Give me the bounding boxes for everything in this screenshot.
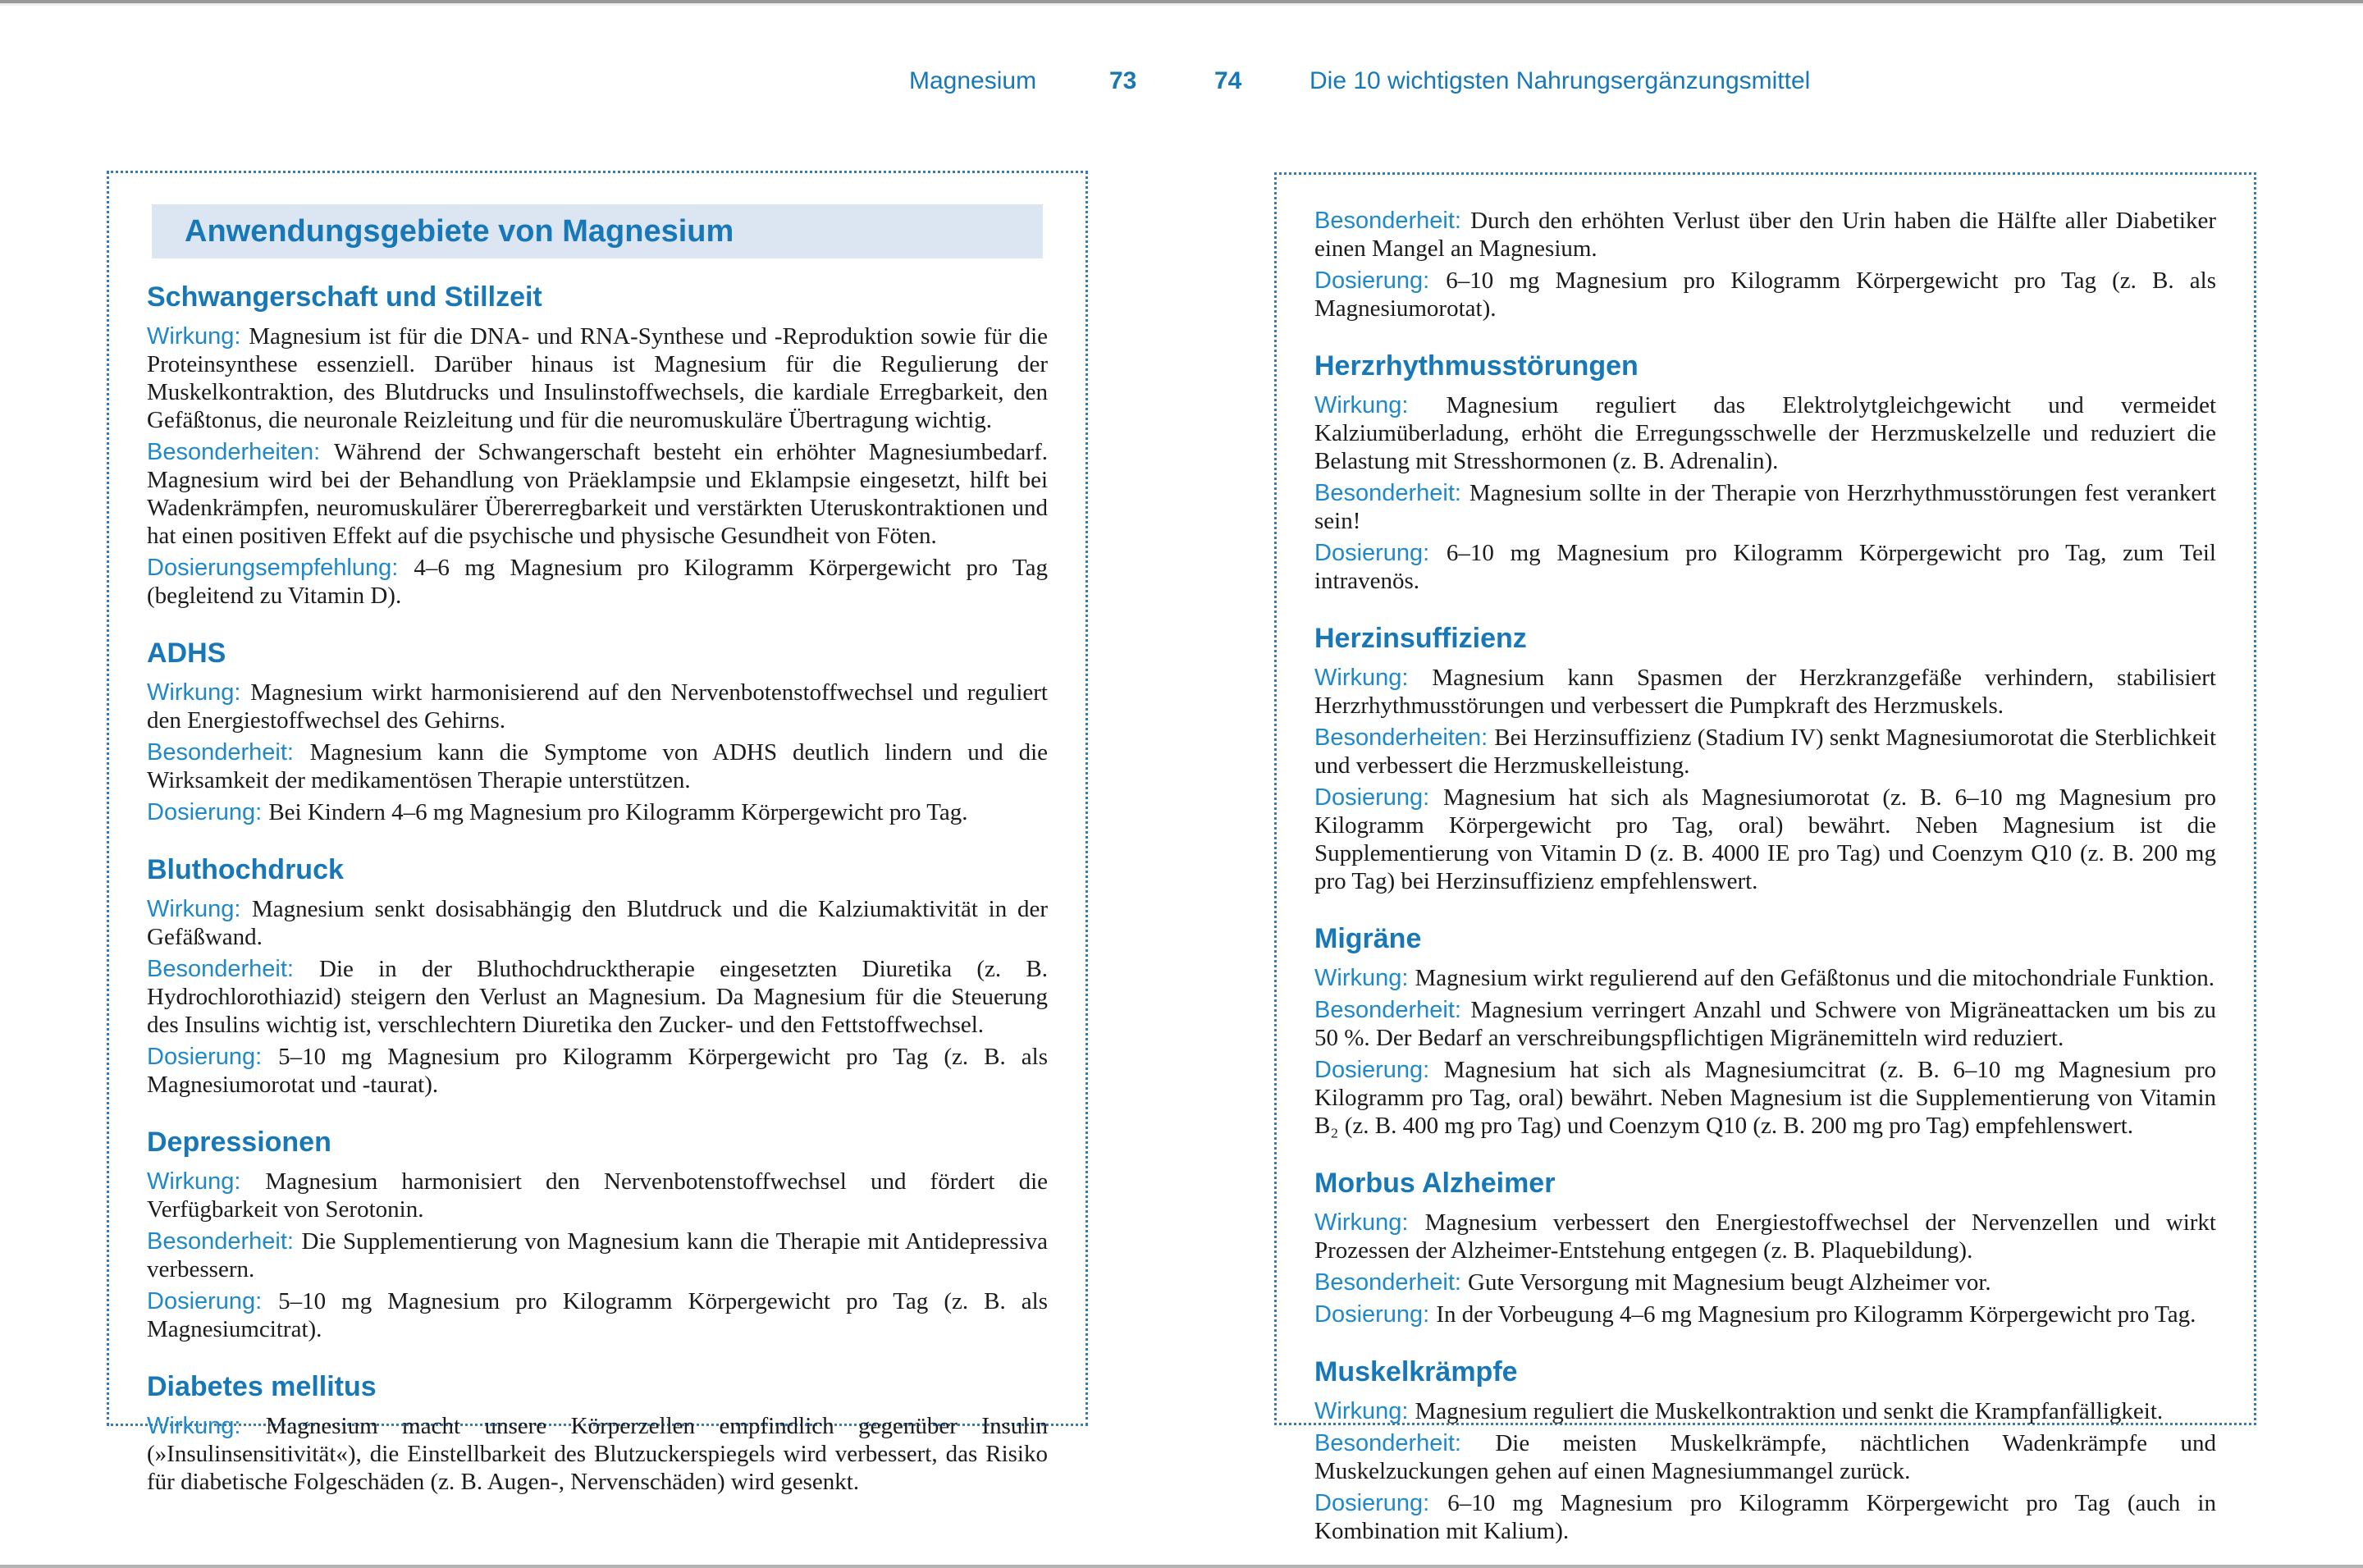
- body-paragraph: Dosierung: Bei Kindern 4–6 mg Magnesium pro Kilogramm Körpergewicht pro Tag.: [147, 799, 968, 825]
- paragraph-label: Dosierung:: [1314, 267, 1447, 294]
- body-paragraph: Dosierung: 5–10 mg Magnesium pro Kilogramm Körpergewicht pro Tag (z. B. als Magnesiumorotat und -taurat).: [147, 1044, 1048, 1098]
- body-paragraph: Besonderheit: Magnesium sollte in der Therapie von Herzrhythmusstörungen fest verankert sein!: [1314, 480, 2216, 534]
- topic-heading: Migräne: [1314, 923, 1422, 954]
- window-chrome-bottom-bar: [0, 1565, 2363, 1568]
- topic-heading: Depressionen: [147, 1127, 331, 1158]
- topic-section: [147, 281, 1048, 610]
- page-number-right: 74: [1214, 67, 1242, 94]
- right-page-inner: [1277, 175, 2254, 1545]
- paragraph-label: Dosierung:: [1314, 1057, 1444, 1083]
- body-paragraph: Wirkung: Magnesium wirkt harmonisierend auf den Nervenbotenstoffwechsel und reguliert den Energiestoffwechsel des Gehirns.: [147, 679, 1048, 734]
- topic-heading: Herzrhythmusstörungen: [1314, 350, 1639, 382]
- paragraph-label: Dosierung:: [147, 1044, 279, 1070]
- paragraph-label: Wirkung:: [147, 323, 249, 350]
- right-page-sections: [1314, 207, 2216, 1545]
- paragraph-label: Besonderheit:: [1314, 997, 1471, 1023]
- topic-heading: ADHS: [147, 638, 226, 669]
- body-paragraph: Wirkung: Magnesium reguliert das Elektrolytgleichgewicht und vermeidet Kalziumüberladung, erhöht die Erregungsschwelle der Herzmuskelzelle und reduziert die Belastung mit Stresshormonen (z. B. Adrenalin).: [1314, 392, 2216, 474]
- topic-section: [1314, 350, 2216, 595]
- paragraph-label: Besonderheit:: [147, 1228, 302, 1255]
- body-paragraph: Wirkung: Magnesium verbessert den Energiestoffwechsel der Nervenzellen und wirkt Prozessen der Alzheimer-Entstehung entgegen (z. B. Plaquebildung).: [1314, 1209, 2216, 1264]
- body-paragraph: Besonderheit: Die in der Bluthochdrucktherapie eingesetzten Diuretika (z. B. Hydrochlorothiazid) steigern den Verlust an Magnesium. Da Magnesium für die Steuerung des Insulins wichtig ist, verschlechtern Diuretika den Zucker- und den Fettstoffwechsel.: [147, 956, 1049, 1038]
- box-title: Anwendungsgebiete von Magnesium: [185, 214, 734, 249]
- body-paragraph: Dosierung: Magnesium hat sich als Magnesiumcitrat (z. B. 6–10 mg Magnesium pro Kilogramm pro Tag, oral) bewährt. Neben Magnesium ist die Supplementierung von Vitamin B₂ (z. B. 400 mg pro Tag) und Coenzym Q10 (z. B. 200 mg pro Tag) empfehlenswert.: [1314, 1057, 2216, 1139]
- paragraph-label: Dosierungsempfehlung:: [147, 555, 414, 581]
- left-page-content-box: [107, 171, 1088, 1495]
- paragraph-label: Besonderheit:: [1314, 208, 1471, 234]
- body-paragraph: Wirkung: Magnesium reguliert die Muskelkontraktion und senkt die Krampfanfälligkeit.: [1314, 1398, 2164, 1424]
- body-paragraph: Dosierung: 5–10 mg Magnesium pro Kilogramm Körpergewicht pro Tag (z. B. als Magnesiumcitrat).: [147, 1288, 1048, 1342]
- body-paragraph: Besonderheit: Magnesium kann die Symptome von ADHS deutlich lindern und die Wirksamkeit der medikamentösen Therapie unterstützen.: [147, 739, 1049, 793]
- topic-section: [147, 1371, 1048, 1496]
- topic-heading: Schwangerschaft und Stillzeit: [147, 281, 542, 313]
- body-paragraph: Wirkung: Magnesium ist für die DNA- und RNA-Synthese und -Reproduktion sowie für die Proteinsynthese essenziell. Darüber hinaus ist Magnesium für die Regulierung der Muskelkontraktion, des Blutdrucks und Insulinstoffwechsels, die kardiale Erregbarkeit, den Gefäßtonus, die neuronale Reizleitung und für die neuromuskuläre Übertragung wichtig.: [147, 323, 1048, 433]
- body-paragraph: Wirkung: Magnesium senkt dosisabhängig den Blutdruck und die Kalziumaktivität in der Gefäßwand.: [147, 896, 1048, 950]
- topic-heading: Diabetes mellitus: [147, 1371, 377, 1402]
- body-paragraph: Dosierung: Magnesium hat sich als Magnesiumorotat (z. B. 6–10 mg Magnesium pro Kilogramm Körpergewicht pro Tag, oral) bewährt. Neben Magnesium ist die Supplementierung von Vitamin D (z. B. 4000 IE pro Tag) und Coenzym Q10 (z. B. 200 mg pro Tag) bei Herzinsuffizienz empfehlenswert.: [1314, 784, 2216, 894]
- paragraph-label: Besonderheiten:: [1314, 725, 1495, 751]
- topic-section: [1314, 923, 2216, 1140]
- body-paragraph: Dosierungsempfehlung: 4–6 mg Magnesium pro Kilogramm Körpergewicht pro Tag (begleitend zu Vitamin D).: [147, 555, 1048, 609]
- left-page-sections: [147, 281, 1048, 1496]
- body-paragraph: Wirkung: Magnesium harmonisiert den Nervenbotenstoffwechsel und fördert die Verfügbarkeit von Serotonin.: [147, 1168, 1048, 1223]
- paragraph-label: Wirkung:: [1314, 1209, 1425, 1236]
- body-paragraph: Besonderheiten: Während der Schwangerschaft besteht ein erhöhter Magnesiumbedarf. Magnesium wird bei der Behandlung von Präeklampsie und Eklampsie eingesetzt, hilft bei Wadenkrämpfen, neuromuskulärer Übererregbarkeit und verstärkten Uteruskontraktionen und hat einen positiven Effekt auf die psychische und physische Gesundheit von Föten.: [147, 439, 1048, 549]
- body-paragraph: Besonderheiten: Bei Herzinsuffizienz (Stadium IV) senkt Magnesiumorotat die Sterblichkeit und verbessert die Herzmuskelleistung.: [1314, 725, 2216, 779]
- topic-heading: Muskelkrämpfe: [1314, 1356, 1518, 1387]
- box-title-band: [152, 204, 1043, 258]
- body-paragraph: Dosierung: In der Vorbeugung 4–6 mg Magnesium pro Kilogramm Körpergewicht pro Tag.: [1314, 1301, 2196, 1328]
- paragraph-label: Wirkung:: [1314, 392, 1447, 418]
- topic-heading: Morbus Alzheimer: [1314, 1168, 1556, 1199]
- paragraph-label: Wirkung:: [147, 679, 251, 706]
- body-paragraph: Wirkung: Magnesium macht unsere Körperzellen empfindlich gegenüber Insulin (»Insulinsensitivität«), die Einstellbarkeit des Blutzuckerspiegels wird verbessert, das Risiko für diabetische Folgeschäden (z. B. Augen-, Nervenschäden) wird gesenkt.: [147, 1413, 1048, 1495]
- paragraph-label: Wirkung:: [1314, 665, 1433, 691]
- body-paragraph: Dosierung: 6–10 mg Magnesium pro Kilogramm Körpergewicht pro Tag (auch in Kombination mit Kalium).: [1314, 1490, 2216, 1544]
- paragraph-label: Wirkung:: [1314, 1398, 1415, 1424]
- topic-section: [1314, 1356, 2216, 1545]
- paragraph-label: Dosierung:: [1314, 1490, 1448, 1516]
- paragraph-label: Wirkung:: [147, 1168, 266, 1195]
- body-paragraph: Besonderheit: Magnesium verringert Anzahl und Schwere von Migräneattacken um bis zu 50 %. Der Bedarf an verschreibungspflichtigen Migränemitteln wird reduziert.: [1314, 997, 2217, 1051]
- body-paragraph: Besonderheit: Die Supplementierung von Magnesium kann die Therapie mit Antidepressiva verbessern.: [147, 1228, 1049, 1282]
- topic-heading: Bluthochdruck: [147, 854, 344, 885]
- paragraph-label: Dosierung:: [1314, 540, 1447, 566]
- body-paragraph: Besonderheit: Durch den erhöhten Verlust über den Urin haben die Hälfte aller Diabetiker einen Mangel an Magnesium.: [1314, 208, 2216, 262]
- paragraph-label: Wirkung:: [147, 896, 252, 922]
- running-head-chapter-title: Magnesium: [909, 67, 1037, 94]
- topic-section: [1314, 1168, 2216, 1328]
- paragraph-label: Wirkung:: [147, 1413, 266, 1439]
- right-page-content-box: [1274, 172, 2256, 1544]
- body-paragraph: Besonderheit: Gute Versorgung mit Magnesium beugt Alzheimer vor.: [1314, 1269, 1991, 1296]
- body-paragraph: Besonderheit: Die meisten Muskelkrämpfe, nächtlichen Wadenkrämpfe und Muskelzuckungen gehen auf einen Magnesiummangel zurück.: [1314, 1430, 2216, 1484]
- running-head: [0, 67, 2363, 100]
- paragraph-label: Besonderheit:: [1314, 1269, 1469, 1296]
- topic-section: [1314, 207, 2216, 322]
- body-paragraph: Dosierung: 6–10 mg Magnesium pro Kilogramm Körpergewicht pro Tag, zum Teil intravenös.: [1314, 540, 2216, 594]
- body-paragraph: Dosierung: 6–10 mg Magnesium pro Kilogramm Körpergewicht pro Tag (z. B. als Magnesiumorotat).: [1314, 267, 2216, 322]
- page-number-left: 73: [1109, 67, 1137, 94]
- paragraph-label: Dosierung:: [1314, 1301, 1437, 1328]
- topic-section: [147, 638, 1048, 826]
- paragraph-label: Dosierung:: [147, 1288, 279, 1314]
- topic-section: [147, 1127, 1048, 1343]
- running-head-book-title: Die 10 wichtigsten Nahrungsergänzungsmittel: [1309, 67, 1811, 94]
- body-paragraph: Wirkung: Magnesium kann Spasmen der Herzkranzgefäße verhindern, stabilisiert Herzrhythmusstörungen und verbessert die Pumpkraft des Herzmuskels.: [1314, 665, 2216, 719]
- paragraph-label: Besonderheit:: [1314, 1430, 1496, 1456]
- left-page-inner: [109, 173, 1086, 1496]
- topic-section: [147, 854, 1048, 1099]
- paragraph-label: Besonderheit:: [147, 739, 310, 766]
- window-chrome-top-bar: [0, 0, 2363, 6]
- topic-section: [1314, 623, 2216, 895]
- paragraph-label: Besonderheiten:: [147, 439, 335, 465]
- body-paragraph: Wirkung: Magnesium wirkt regulierend auf den Gefäßtonus und die mitochondriale Funktion.: [1314, 965, 2214, 991]
- paragraph-label: Wirkung:: [1314, 965, 1415, 991]
- topic-heading: Herzinsuffizienz: [1314, 623, 1527, 654]
- paragraph-label: Dosierung:: [147, 799, 269, 825]
- paragraph-label: Besonderheit:: [1314, 480, 1469, 506]
- paragraph-label: Besonderheit:: [147, 956, 319, 982]
- paragraph-label: Dosierung:: [1314, 784, 1443, 811]
